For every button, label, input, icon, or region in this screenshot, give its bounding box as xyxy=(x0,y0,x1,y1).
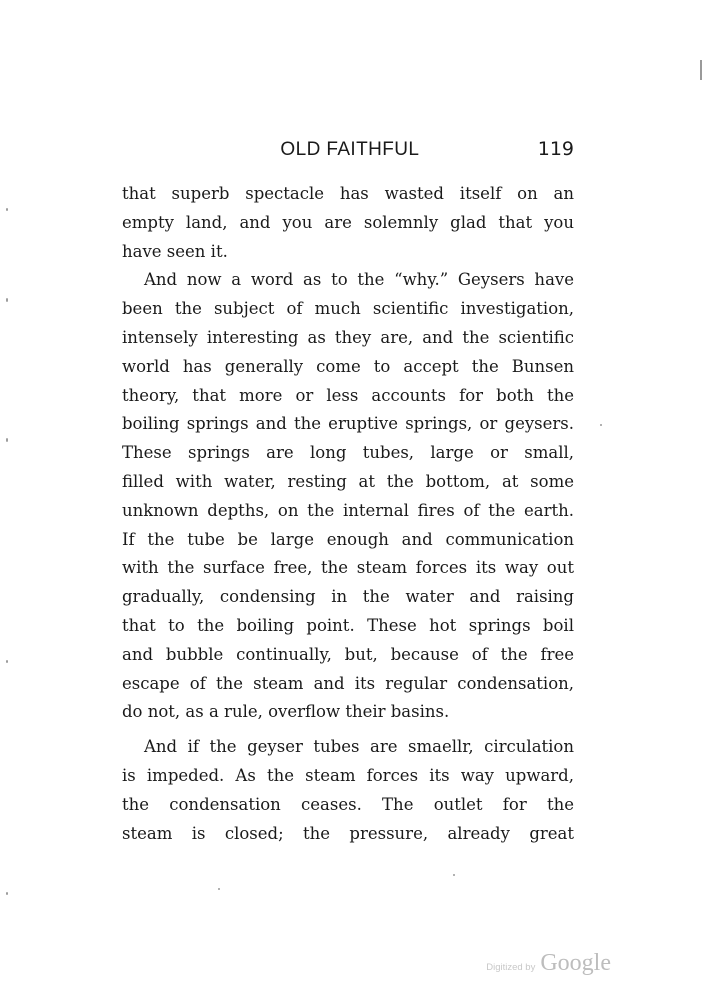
text-line: boiling springs and the eruptive springs, or geysers. xyxy=(122,414,574,434)
text-line: with the surface free, the steam forces its way out xyxy=(122,558,574,578)
digitized-by-label: Digitized by xyxy=(486,962,536,973)
text-line: intensely interesting as they are, and the scientific xyxy=(122,327,574,347)
text-line: do not, as a rule, overflow their basins. xyxy=(122,702,450,722)
scan-speck xyxy=(700,60,702,80)
text-line: And now a word as to the “why.” Geysers have xyxy=(144,270,574,290)
text-line: escape of the steam and its regular condensation, xyxy=(122,673,574,693)
digitization-watermark xyxy=(486,950,611,977)
paragraph-2 xyxy=(122,266,574,727)
text-line: unknown depths, on the internal fires of the earth. xyxy=(122,500,574,520)
text-line: the condensation ceases. The outlet for the xyxy=(122,794,574,814)
text-line: that to the boiling point. These hot springs boil xyxy=(122,615,574,635)
text-line: have seen it. xyxy=(122,241,228,261)
running-title: OLD FAITHFUL xyxy=(280,139,420,160)
scan-speck xyxy=(6,208,8,211)
text-line: is impeded. As the steam forces its way upward, xyxy=(122,765,574,785)
text-line: empty land, and you are solemnly glad that you xyxy=(122,212,574,232)
text-line: that superb spectacle has wasted itself on an xyxy=(122,184,574,203)
text-line: and bubble continually, but, because of the free xyxy=(122,644,574,664)
scan-speck xyxy=(6,660,8,663)
scan-speck xyxy=(453,874,455,876)
google-logo: Google xyxy=(540,950,611,976)
text-line: These springs are long tubes, large or small, xyxy=(122,443,574,463)
text-line: filled with water, resting at the bottom, at some xyxy=(122,471,574,491)
scan-speck xyxy=(6,298,8,302)
text-line: been the subject of much scientific investigation, xyxy=(122,299,574,319)
scan-speck xyxy=(6,438,8,442)
scan-speck xyxy=(600,424,602,426)
text-line: gradually, condensing in the water and raising xyxy=(122,587,574,607)
text-line: theory, that more or less accounts for both the xyxy=(122,385,574,405)
text-line: If the tube be large enough and communication xyxy=(122,529,574,549)
paragraph-3 xyxy=(122,733,574,848)
page-number: 119 xyxy=(537,138,574,160)
text-line: steam is closed; the pressure, already great xyxy=(122,823,574,843)
scan-speck xyxy=(218,888,220,890)
text-line: world has generally come to accept the Bunsen xyxy=(122,356,574,376)
paragraph-1 xyxy=(122,180,574,266)
scan-speck xyxy=(6,892,8,895)
body-text xyxy=(122,180,574,848)
text-line: And if the geyser tubes are smaellr, circulation xyxy=(144,737,574,757)
running-head xyxy=(122,138,574,166)
